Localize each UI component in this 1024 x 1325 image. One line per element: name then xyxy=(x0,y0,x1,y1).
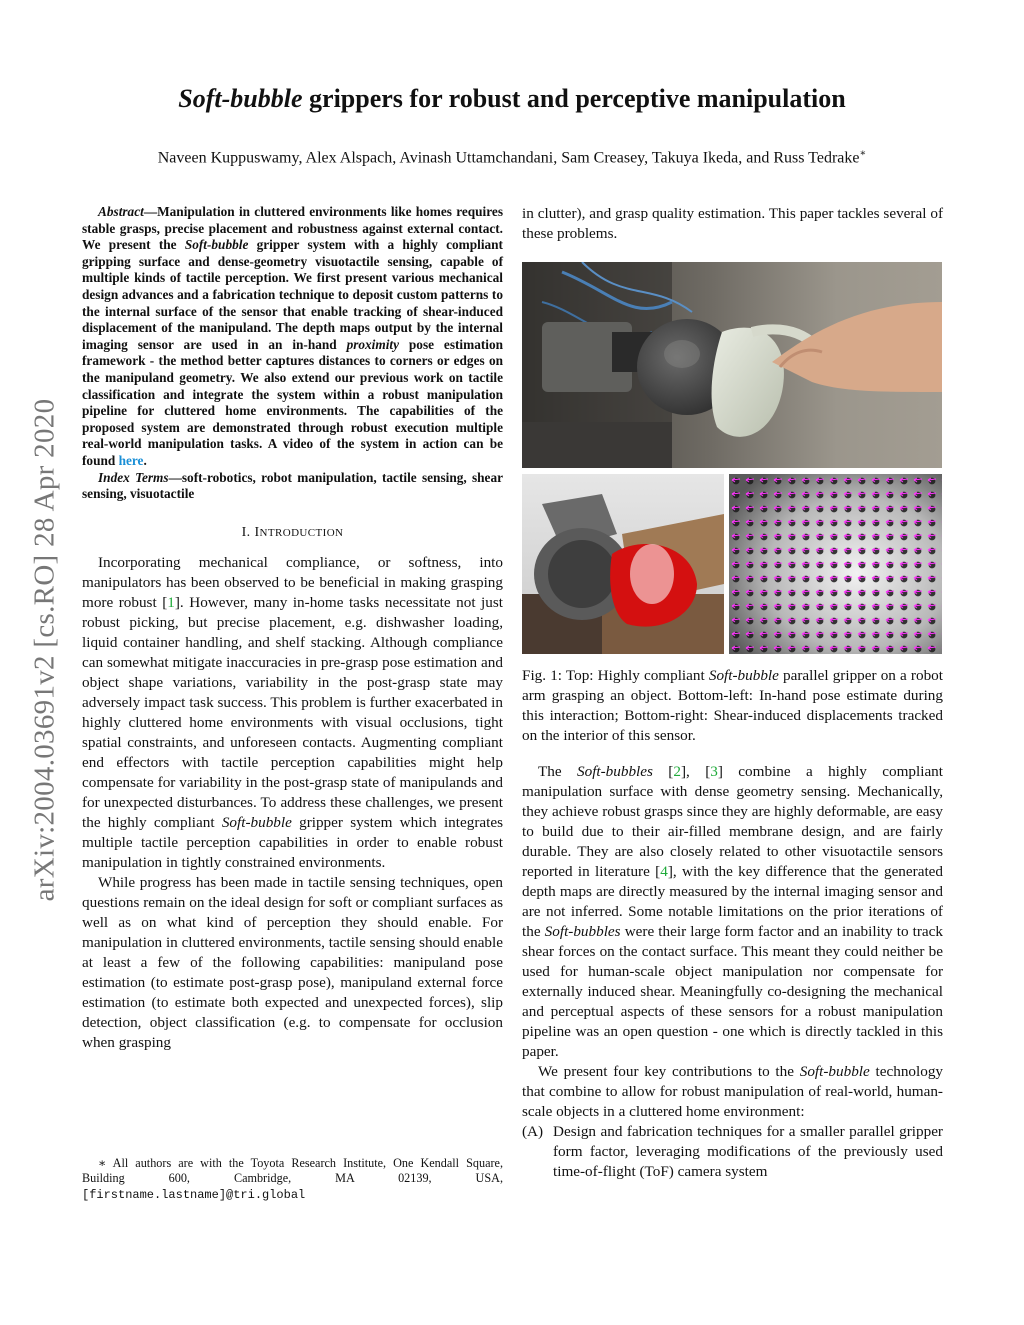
rb-p1a: The xyxy=(538,763,577,780)
abstract-label: Abstract xyxy=(98,204,144,219)
list-marker: (A) xyxy=(522,1123,544,1140)
section-title-rest: NTRODUCTION xyxy=(259,526,344,539)
title-italic: Soft-bubble xyxy=(178,84,303,113)
caption-label: Fig. 1: Top: Highly compliant xyxy=(522,667,709,684)
intro-paragraph-1 xyxy=(82,553,503,873)
citation-2[interactable]: 2 xyxy=(673,763,681,780)
citation-1[interactable]: 1 xyxy=(167,593,175,611)
abstract-p2: gripper system with a highly compliant gripping surface and dense-geometry visuotactile sensing, capable of multiple kinds of tactile perception. We first present various mechanical design advances and a fabrication technique to deposit custom patterns to the internal surface of the sensor that enable tracking of shear-induced displacement of the manipuland. The depth maps output by the internal imaging sensor are used in an in-hand xyxy=(82,237,503,352)
rb-softbubbles: Soft-bubbles xyxy=(577,763,653,780)
abstract-proximity: proximity xyxy=(346,336,400,352)
intro-p1b: ]. However, many in-home tasks necessitate not just robust picking, but precise placement, e.g. dishwasher loading, liquid container handling, and shelf stacking. Although compliance can somewhat mitigate inaccuracies in pre-grasp pose estimation and object shape variations, variability in the post-grasp state may adversely impact task success. This problem is further exacerbated in highly cluttered home environments with visual occlusions, tight spatial constraints, and unforeseen contacts. Augmenting compliant end effectors with tactile perception capabilities might help compensate for variability in the post-grasp state of manipulands and for unexpected disturbances. To address these challenges, we present the highly compliant xyxy=(82,593,503,831)
index-terms-dash: — xyxy=(168,469,182,485)
figure-pose-estimate xyxy=(522,474,724,654)
section-heading-introduction xyxy=(82,525,503,541)
citation-4[interactable]: 4 xyxy=(660,863,668,880)
intro-paragraph-2: While progress has been made in tactile sensing techniques, open questions remain on the ideal design for soft or compliant surfaces as well as on what kind of perception they should enable. For manipulation in cluttered environments, tactile sensing should enable at least a few of the following capabilities: manipuland pose estimation (to estimate post-grasp pose), manipuland external force estimation (to estimate both expected and unexpected forces), slip detection, object classification (e.g. to compensate for occlusion when grasping xyxy=(82,873,503,1051)
figure-gripper-photo xyxy=(522,262,942,468)
caption-softbubble: Soft-bubble xyxy=(708,667,779,684)
abstract-dash: — xyxy=(143,204,158,219)
figure-caption xyxy=(522,666,943,746)
right-column-body xyxy=(522,762,943,1182)
pose-estimate-render xyxy=(522,474,724,654)
abstract-p3: pose estimation framework - the method better captures distances to corners or edges on the manipuland geometry. We also extend our previous work on tactile classification and integrate the system within a robust manipulation pipeline for cluttered home environments. The capabilities of the proposed system are demonstrated through robust execution multiple real-world manipulation tasks. A video of the system in action can be found xyxy=(82,336,504,468)
rb-softbubbles-2: Soft-bubbles xyxy=(544,923,621,940)
index-terms-text: soft-robotics, robot manipulation, tactile sensing, shear sensing, visuotactile xyxy=(82,469,504,502)
section-number: I. xyxy=(241,524,255,540)
shear-displacement-field xyxy=(729,474,942,654)
rb-p1f: were their large form factor and an inability to track shear forces on the contact surface. This meant they could neither be used for human-scale object manipulation nor compensate for externally induced shear. Meaningfully co-designing the mechanical and perceptual aspects of these sensors for a robust manipulation pipeline was an open question - one which is directly tackled in this paper. xyxy=(522,923,943,1060)
author-list xyxy=(0,148,1024,167)
rb-p2b: technology that combine to allow for robust manipulation of real-world, human-scale objects in a cluttered home environment: xyxy=(522,1063,944,1120)
rb-p2a: We present four key contributions to the xyxy=(538,1063,800,1080)
authors-footnote-mark: ∗ xyxy=(859,148,867,159)
footnote-mark: ∗ xyxy=(98,1156,107,1170)
rb-p1c: ], [ xyxy=(680,763,711,780)
right-column-top xyxy=(522,204,943,244)
intro-p1c: gripper system which integrates multiple tactile perception capabilities in order to enable robust manipulation in tightly constrained environments. xyxy=(82,813,504,871)
rb-p1e: ], with the key difference that the generated depth maps are directly measured by the internal imaging sensor and are not inferred. Some notable limitations on the prior iterations of the xyxy=(522,863,943,940)
right-top-paragraph: in clutter), and grasp quality estimation. This paper tackles several of these problems. xyxy=(522,205,943,242)
left-column xyxy=(82,204,503,1053)
footnote xyxy=(82,1156,503,1203)
abstract-end: . xyxy=(143,452,147,468)
arxiv-identifier xyxy=(28,350,62,950)
footnote-email: [firstname.lastname]@tri.global xyxy=(82,1187,306,1202)
arxiv-identifier-text: arXiv:2004.03691v2 [cs.RO] 28 Apr 2020 xyxy=(28,398,61,902)
footnote-text: All authors are with the Toyota Research Institute, One Kendall Square, Building 600, Cambridge, MA 02139, USA, xyxy=(82,1156,503,1186)
intro-p1a: Incorporating mechanical compliance, or softness, into manipulators has been observed to be beneficial in making grasping more robust [ xyxy=(82,553,503,611)
intro-softbubble: Soft-bubble xyxy=(221,813,292,831)
abstract-p1: Manipulation in cluttered environments like homes requires stable grasps, precise placement and robustness against external contact. We present the xyxy=(82,204,503,253)
authors-text: Naveen Kuppuswamy, Alex Alspach, Avinash Uttamchandani, Sam Creasey, Takuya Ikeda, and Russ Tedrake xyxy=(157,149,860,167)
figure-shear-field xyxy=(729,474,942,654)
caption-rest: parallel gripper on a robot arm grasping an object. Bottom-left: In-hand pose estimate during this interaction; Bottom-right: Shear-induced displacements tracked on the interior of this sensor. xyxy=(522,667,943,744)
gripper-photo-illustration xyxy=(522,262,942,468)
right-paragraph-1 xyxy=(522,762,943,1062)
index-terms xyxy=(82,470,503,503)
rb-p1d: ] combine a highly compliant manipulation surface with dense geometry sensing. Mechanically, they achieve robust grasps since they are highly deformable, are easy to build due to their air-filled membrane design, and are fairly durable. They are also closely related to other visuotactile sensors reported in literature [ xyxy=(522,763,943,880)
title-rest: grippers for robust and perceptive manipulation xyxy=(302,84,846,113)
section-title-first: I xyxy=(254,524,260,540)
abstract-softbubble: Soft-bubble xyxy=(184,237,249,253)
abstract xyxy=(82,204,503,470)
video-link[interactable]: here xyxy=(118,452,144,468)
list-item-text: Design and fabrication techniques for a smaller parallel gripper form factor, leveraging modifications of the previously used time-of-flight (ToF) camera system xyxy=(553,1123,943,1180)
citation-3[interactable]: 3 xyxy=(710,763,718,780)
paper-title xyxy=(0,84,1024,114)
rb-softbubble: Soft-bubble xyxy=(799,1063,870,1080)
rb-p1b: [ xyxy=(652,763,674,780)
contribution-item-a xyxy=(522,1122,943,1182)
right-paragraph-2 xyxy=(522,1062,943,1122)
index-terms-label: Index Terms xyxy=(98,469,169,485)
